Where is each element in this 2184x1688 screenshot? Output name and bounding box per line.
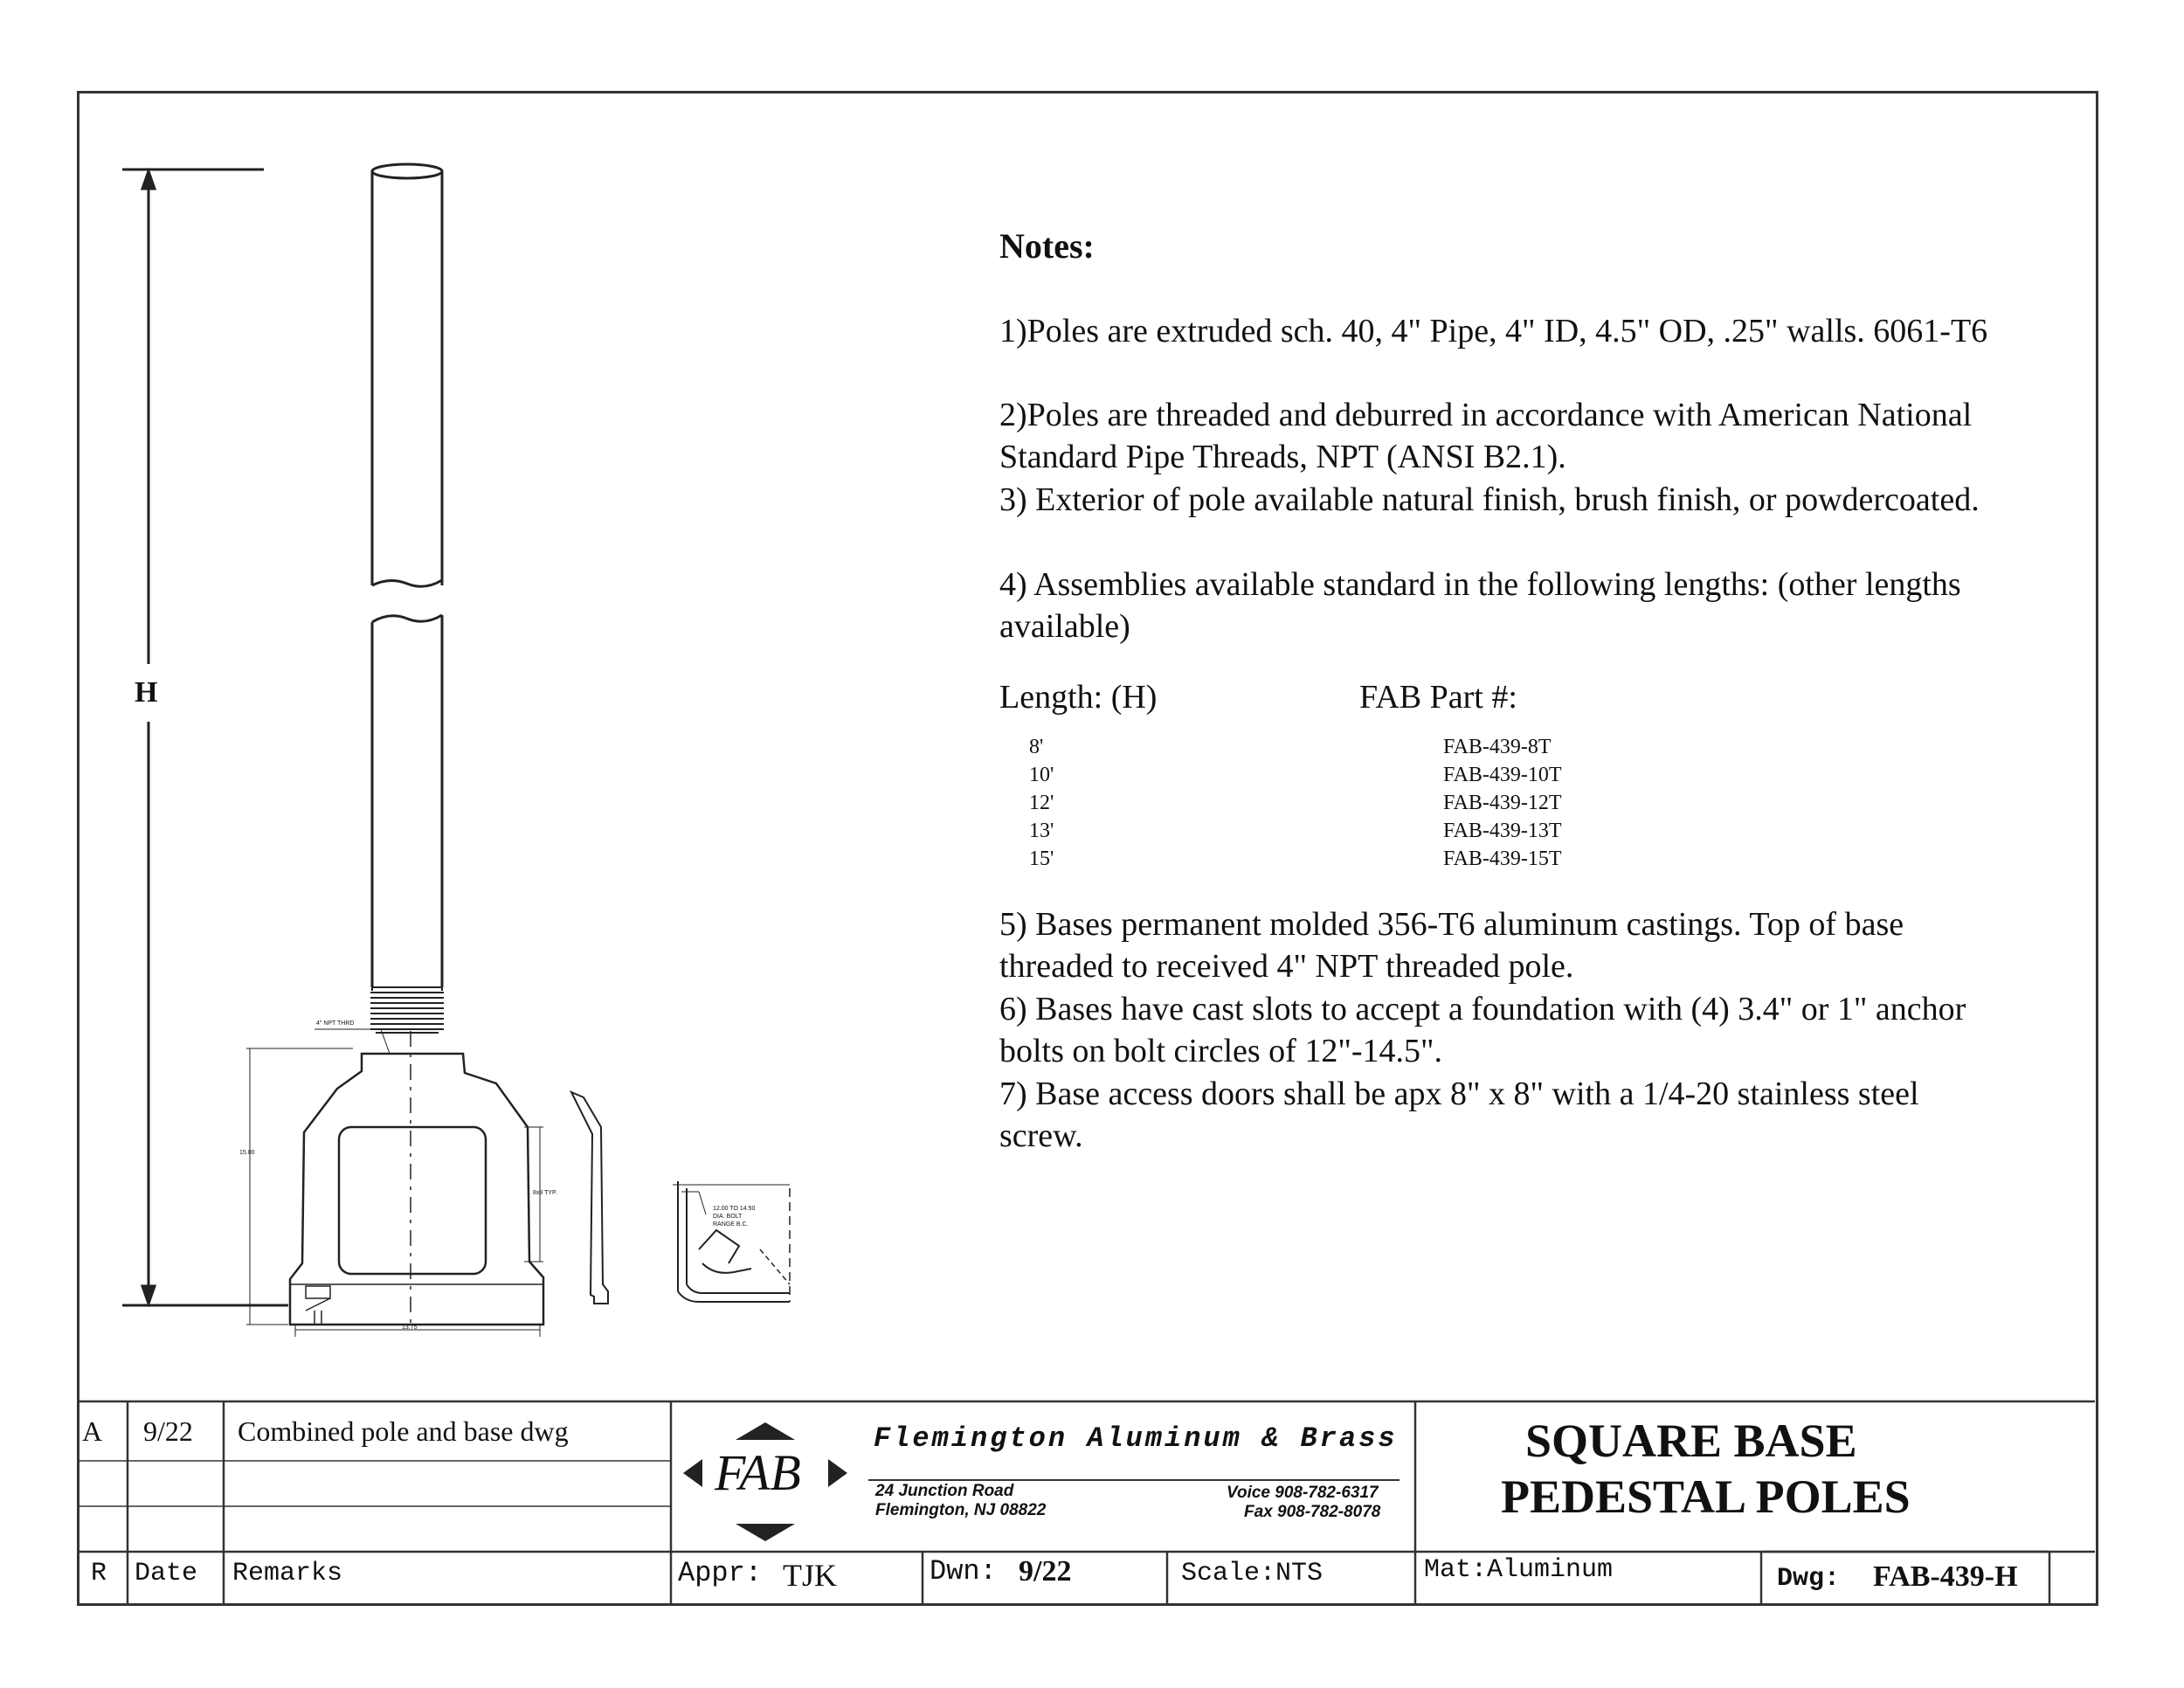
approved-label: Appr: (678, 1557, 763, 1589)
note-4: 4) Assemblies available standard in the following lengths: (other lengths available) (999, 566, 1961, 645)
door-size-callout: 8x8 TYP. (533, 1190, 557, 1196)
company-name: Flemington Aluminum & Brass (874, 1422, 1398, 1455)
bolt-circle-callout-2: DIA. BOLT (713, 1214, 743, 1220)
length-cell: 10' (1029, 764, 1054, 786)
material-field: Mat:Aluminum (1424, 1555, 1614, 1585)
note-1: 1)Poles are extruded sch. 40, 4" Pipe, 4" ID, 4.5" OD, .25" walls. 6061-T6 (999, 313, 1988, 349)
dwg-label: Dwg: (1777, 1564, 1841, 1594)
pole-lower-section (372, 615, 442, 987)
logo-arrow-up (736, 1422, 795, 1440)
fax-number: Fax 908-782-8078 (1244, 1503, 1381, 1521)
logo-arrow-right (828, 1459, 847, 1487)
fab-logo-text: FAB (715, 1444, 801, 1501)
drawn-value: 9/22 (1019, 1555, 1072, 1588)
dimension-label-h: H (135, 676, 158, 709)
note-6: 6) Bases have cast slots to accept a foundation with (4) 3.4" or 1" anchor bolts on bolt circles of 12"-14.5". (999, 991, 1966, 1069)
length-column-header: Length: (H) (999, 679, 1158, 716)
base-height-callout: 15.00 (239, 1150, 255, 1156)
base-width-callout: 13.75 (402, 1325, 418, 1331)
length-cell: 8' (1029, 736, 1044, 758)
notes-title: Notes: (999, 226, 1095, 266)
bolt-circle-callout-3: RANGE B.C. (713, 1221, 749, 1228)
rev-header: R (91, 1559, 107, 1588)
base-side-profile (571, 1092, 608, 1304)
note-2: 2)Poles are threaded and deburred in accordance with American National Standard Pipe Threads, NPT (ANSI B2.1). (999, 397, 1973, 475)
base-corner-detail (673, 1181, 790, 1302)
revision-letter: A (82, 1415, 103, 1447)
part-cell: FAB-439-13T (1443, 820, 1562, 842)
address-line-2: Flemington, NJ 08822 (875, 1501, 1047, 1519)
part-cell: FAB-439-15T (1443, 847, 1562, 870)
drawing-title-line-2: PEDESTAL POLES (1501, 1470, 1911, 1523)
pole-threads (370, 987, 444, 1033)
dimension-arrow-top (142, 171, 155, 189)
approved-value: TJK (783, 1558, 837, 1593)
date-header: Date (135, 1559, 198, 1588)
part-column-header: FAB Part #: (1359, 679, 1517, 716)
base-front-view (290, 1031, 543, 1328)
revision-remarks: Combined pole and base dwg (238, 1415, 569, 1447)
note-5: 5) Bases permanent molded 356-T6 aluminum castings. Top of base threaded to received 4" NPT threaded pole. (999, 906, 1904, 985)
revision-date: 9/22 (143, 1415, 193, 1447)
part-cell: FAB-439-12T (1443, 792, 1562, 814)
voice-phone: Voice 908-782-6317 (1227, 1484, 1379, 1502)
note-7: 7) Base access doors shall be apx 8" x 8" with a 1/4-20 stainless steel screw. (999, 1076, 1919, 1154)
length-cell: 12' (1029, 792, 1054, 814)
drawn-label: Dwn: (930, 1555, 997, 1588)
logo-arrow-left (683, 1459, 702, 1487)
length-cell: 13' (1029, 820, 1054, 842)
logo-arrow-down (736, 1524, 795, 1541)
part-cell: FAB-439-8T (1443, 736, 1552, 758)
remarks-header: Remarks (232, 1559, 343, 1588)
note-3: 3) Exterior of pole available natural finish, brush finish, or powdercoated. (999, 481, 1980, 518)
thread-callout: 4" NPT THRD (316, 1020, 355, 1027)
bolt-circle-callout-1: 12.00 TO 14.50 (713, 1206, 756, 1212)
part-cell: FAB-439-10T (1443, 764, 1562, 786)
drawing-title-line-1: SQUARE BASE (1525, 1415, 1857, 1467)
dwg-number: FAB-439-H (1873, 1560, 2018, 1593)
address-line-1: 24 Junction Road (875, 1482, 1014, 1500)
scale-field: Scale:NTS (1181, 1559, 1324, 1588)
dimension-arrow-bottom (142, 1286, 155, 1304)
length-cell: 15' (1029, 847, 1054, 870)
pole-upper-section (372, 164, 442, 586)
